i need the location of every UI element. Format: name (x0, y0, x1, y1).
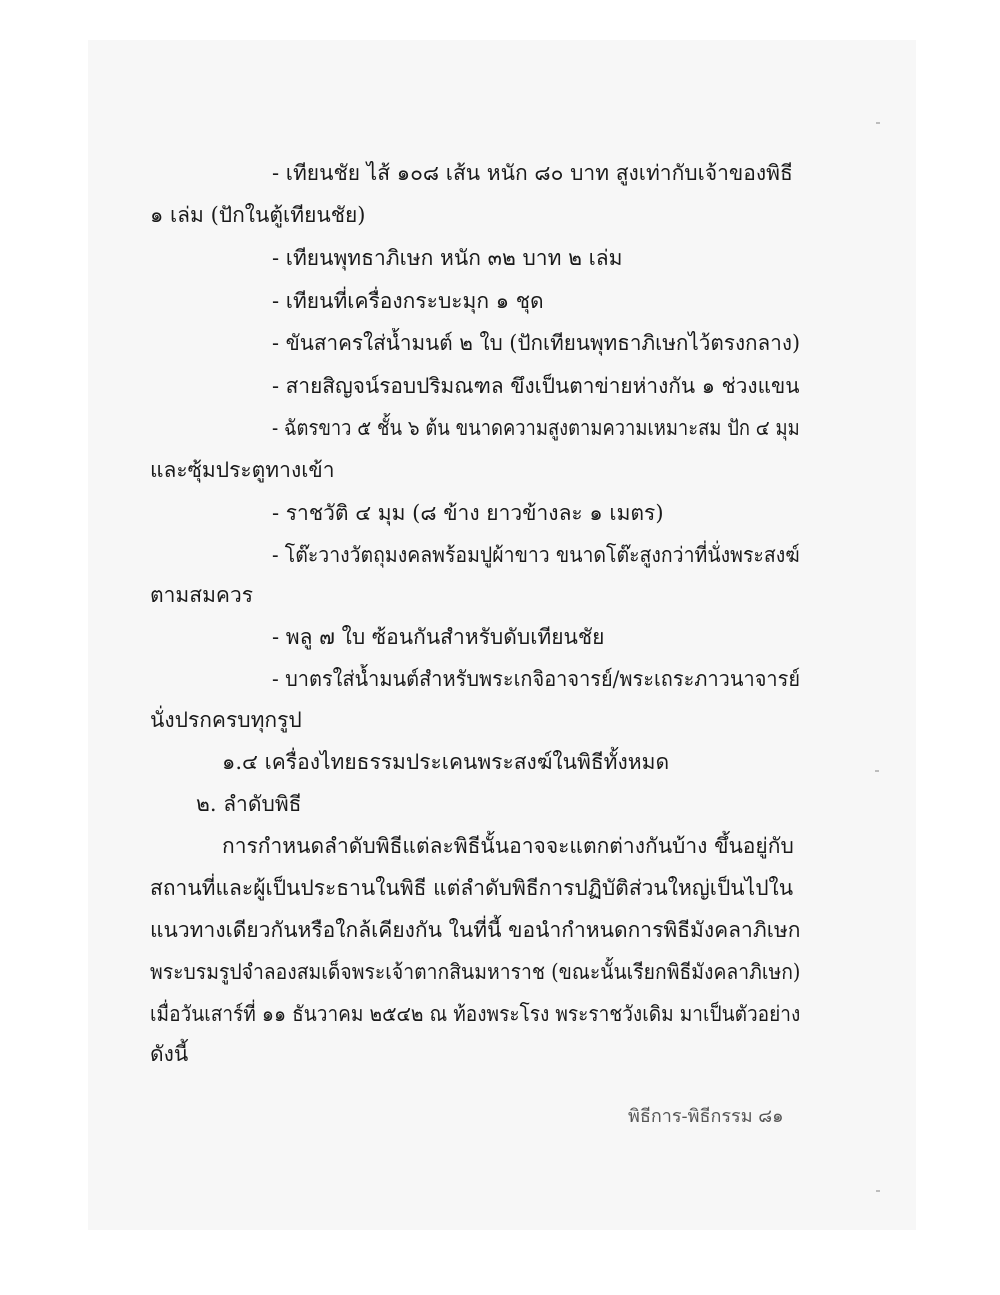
text-line: - พลู ๗ ใบ ซ้อนกันสำหรับดับเทียนชัย (272, 625, 605, 649)
text-line: - ฉัตรขาว ๕ ชั้น ๖ ต้น ขนาดความสูงตามความเหมาะสม ปัก ๔ มุม (272, 416, 800, 440)
text-line: นั่งปรกครบทุกรูป (150, 708, 302, 732)
text-line: ดังนี้ (150, 1042, 189, 1066)
text-line: - เทียนชัย ไส้ ๑๐๘ เส้น หนัก ๘๐ บาท สูงเท่ากับเจ้าของพิธี (272, 161, 793, 185)
scan-speck (876, 122, 880, 124)
text-line: แนวทางเดียวกันหรือใกล้เคียงกัน ในที่นี้ ขอนำกำหนดการพิธีมังคลาภิเษก (150, 918, 801, 942)
text-line: การกำหนดลำดับพิธีแต่ละพิธีนั้นอาจจะแตกต่างกันบ้าง ขึ้นอยู่กับ (222, 834, 794, 858)
text-line: - สายสิญจน์รอบปริมณฑล ขึงเป็นตาข่ายห่างกัน ๑ ช่วงแขน (272, 374, 800, 398)
section-heading: ๒. ลำดับพิธี (196, 792, 302, 816)
text-line: สถานที่และผู้เป็นประธานในพิธี แต่ลำดับพิธีการปฏิบัติส่วนใหญ่เป็นไปใน (150, 876, 794, 900)
scan-speck (875, 770, 879, 772)
text-line: - ขันสาครใส่น้ำมนต์ ๒ ใบ (ปักเทียนพุทธาภิเษกไว้ตรงกลาง) (272, 331, 801, 355)
text-line: ๑ เล่ม (ปักในตู้เทียนชัย) (150, 203, 366, 227)
text-line: - ราชวัติ ๔ มุม (๘ ข้าง ยาวข้างละ ๑ เมตร) (272, 501, 664, 525)
page-footer: พิธีการ-พิธีกรรม ๘๑ (628, 1106, 784, 1127)
scan-speck (876, 1190, 880, 1192)
text-line: และซุ้มประตูทางเข้า (150, 458, 335, 482)
text-line: - โต๊ะวางวัตถุมงคลพร้อมปูผ้าขาว ขนาดโต๊ะสูงกว่าที่นั่งพระสงฆ์ (272, 543, 800, 567)
text-line: - เทียนที่เครื่องกระบะมุก ๑ ชุด (272, 289, 544, 313)
text-line: - เทียนพุทธาภิเษก หนัก ๓๒ บาท ๒ เล่ม (272, 246, 623, 270)
text-line: - บาตรใส่น้ำมนต์สำหรับพระเกจิอาจารย์/พระเถระภาวนาจารย์ (272, 667, 801, 691)
text-line: เมื่อวันเสาร์ที่ ๑๑ ธันวาคม ๒๕๔๒ ณ ท้องพระโรง พระราชวังเดิม มาเป็นตัวอย่าง (150, 1002, 801, 1026)
text-line: ตามสมควร (150, 583, 254, 607)
section-heading: ๑.๔ เครื่องไทยธรรมประเคนพระสงฆ์ในพิธีทั้งหมด (222, 750, 670, 774)
text-line: พระบรมรูปจำลองสมเด็จพระเจ้าตากสินมหาราช (ขณะนั้นเรียกพิธีมังคลาภิเษก) (150, 960, 801, 984)
